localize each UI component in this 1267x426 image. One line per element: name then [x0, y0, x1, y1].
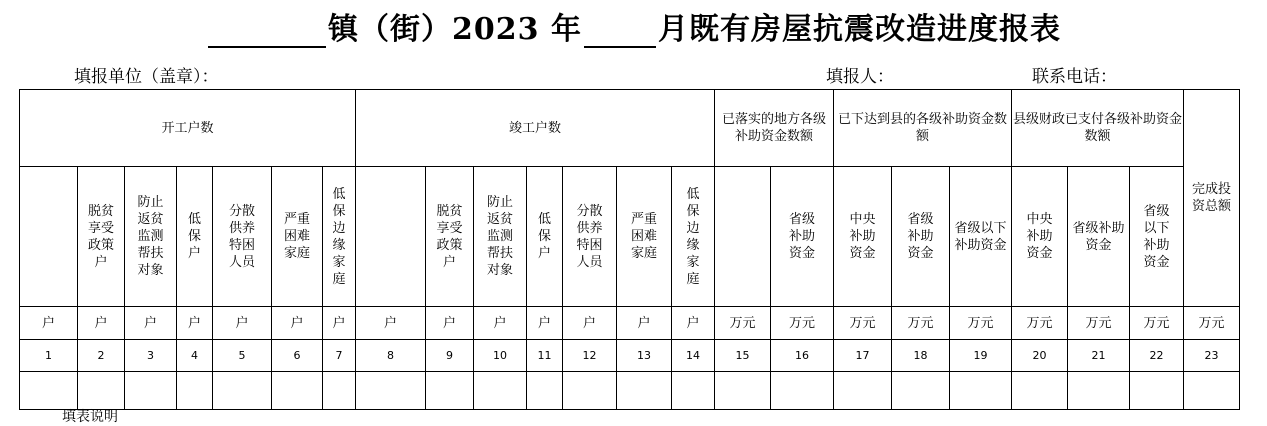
paid-central-header: 中央补助资金	[1012, 167, 1068, 307]
completed-total-header	[356, 167, 426, 307]
report-title	[0, 4, 1267, 48]
data-cell[interactable]	[323, 372, 356, 410]
column-number: 14	[672, 340, 715, 372]
column-number: 5	[213, 340, 272, 372]
group-header-row	[20, 90, 1240, 167]
unit-cell: 户	[125, 307, 177, 340]
data-cell[interactable]	[617, 372, 672, 410]
group-started: 开工户数	[20, 90, 356, 167]
group-local-funds: 已落实的地方各级补助资金数额	[715, 90, 834, 167]
group-total-investment: 完成投资总额	[1184, 90, 1240, 307]
data-cell[interactable]	[1068, 372, 1130, 410]
group-completed: 竣工户数	[356, 90, 715, 167]
data-cell[interactable]	[950, 372, 1012, 410]
sub-header-row	[20, 167, 1240, 307]
group-county-received: 已下达到县的各级补助资金数额	[834, 90, 1012, 167]
column-number: 10	[474, 340, 527, 372]
column-number: 19	[950, 340, 1012, 372]
column-number: 22	[1130, 340, 1184, 372]
started-total-header	[20, 167, 78, 307]
reporter-label: 填报人：	[826, 67, 894, 87]
column-number: 6	[272, 340, 323, 372]
completed-dibao-header: 低保户	[527, 167, 563, 307]
data-cell[interactable]	[771, 372, 834, 410]
received-subprovincial-header: 省级以下补助资金	[950, 167, 1012, 307]
unit-cell: 万元	[715, 307, 771, 340]
unit-cell: 户	[272, 307, 323, 340]
completed-monitoring-header: 防止返贫监测帮扶对象	[474, 167, 527, 307]
received-provincial-header: 省级补助资金	[892, 167, 950, 307]
column-number: 20	[1012, 340, 1068, 372]
completed-hardship-header: 严重困难家庭	[617, 167, 672, 307]
column-number: 21	[1068, 340, 1130, 372]
column-number: 8	[356, 340, 426, 372]
data-cell[interactable]	[672, 372, 715, 410]
column-number: 3	[125, 340, 177, 372]
started-poverty-header: 脱贫享受政策户	[78, 167, 125, 307]
local-funds-blank-header	[715, 167, 771, 307]
title-part-2: 月既有房屋抗震改造进度报表	[657, 12, 1061, 47]
local-funds-provincial-header: 省级补助资金	[771, 167, 834, 307]
unit-row	[20, 307, 1240, 340]
data-cell[interactable]	[1012, 372, 1068, 410]
completed-edge-header: 低保边缘家庭	[672, 167, 715, 307]
phone-label: 联系电话：	[1032, 67, 1117, 87]
reporting-unit-label: 填报单位（盖章）：	[74, 67, 219, 87]
column-number: 11	[527, 340, 563, 372]
unit-cell: 户	[617, 307, 672, 340]
unit-cell: 万元	[950, 307, 1012, 340]
started-hardship-header: 严重困难家庭	[272, 167, 323, 307]
data-cell[interactable]	[177, 372, 213, 410]
data-cell[interactable]	[527, 372, 563, 410]
data-cell[interactable]	[426, 372, 474, 410]
unit-cell: 万元	[892, 307, 950, 340]
unit-cell: 户	[213, 307, 272, 340]
paid-provincial-header: 省级补助资金	[1068, 167, 1130, 307]
column-number: 16	[771, 340, 834, 372]
data-cell[interactable]	[1184, 372, 1240, 410]
unit-cell: 万元	[834, 307, 892, 340]
column-number: 15	[715, 340, 771, 372]
data-cell[interactable]	[834, 372, 892, 410]
data-cell[interactable]	[715, 372, 771, 410]
started-dibao-header: 低保户	[177, 167, 213, 307]
month-blank[interactable]	[584, 20, 656, 48]
column-number: 23	[1184, 340, 1240, 372]
footer-note: 填表说明	[62, 409, 118, 425]
column-number: 1	[20, 340, 78, 372]
unit-cell: 户	[426, 307, 474, 340]
started-monitoring-header: 防止返贫监测帮扶对象	[125, 167, 177, 307]
progress-table	[19, 89, 1240, 410]
unit-cell: 万元	[771, 307, 834, 340]
data-cell[interactable]	[356, 372, 426, 410]
started-tekun-header: 分散供养特困人员	[213, 167, 272, 307]
unit-cell: 万元	[1184, 307, 1240, 340]
data-cell[interactable]	[563, 372, 617, 410]
data-entry-row[interactable]	[20, 372, 1240, 410]
column-number: 2	[78, 340, 125, 372]
column-number: 4	[177, 340, 213, 372]
column-number: 7	[323, 340, 356, 372]
title-part-1: 镇（街）2023 年	[328, 12, 582, 47]
unit-cell: 万元	[1012, 307, 1068, 340]
unit-cell: 户	[323, 307, 356, 340]
data-cell[interactable]	[892, 372, 950, 410]
unit-cell: 万元	[1130, 307, 1184, 340]
data-cell[interactable]	[125, 372, 177, 410]
data-cell[interactable]	[272, 372, 323, 410]
data-cell[interactable]	[474, 372, 527, 410]
started-edge-header: 低保边缘家庭	[323, 167, 356, 307]
unit-cell: 户	[563, 307, 617, 340]
column-number: 9	[426, 340, 474, 372]
group-county-paid: 县级财政已支付各级补助资金数额	[1012, 90, 1184, 167]
unit-cell: 户	[356, 307, 426, 340]
completed-poverty-header: 脱贫享受政策户	[426, 167, 474, 307]
paid-subprovincial-header: 省级以下补助资金	[1130, 167, 1184, 307]
data-cell[interactable]	[1130, 372, 1184, 410]
completed-tekun-header: 分散供养特困人员	[563, 167, 617, 307]
data-cell[interactable]	[20, 372, 78, 410]
unit-cell: 户	[177, 307, 213, 340]
town-blank[interactable]	[208, 20, 326, 48]
unit-cell: 万元	[1068, 307, 1130, 340]
column-number-row	[20, 340, 1240, 372]
column-number: 12	[563, 340, 617, 372]
data-cell[interactable]	[213, 372, 272, 410]
column-number: 13	[617, 340, 672, 372]
received-central-header: 中央补助资金	[834, 167, 892, 307]
unit-cell: 户	[474, 307, 527, 340]
unit-cell: 户	[527, 307, 563, 340]
column-number: 17	[834, 340, 892, 372]
data-cell[interactable]	[78, 372, 125, 410]
unit-cell: 户	[20, 307, 78, 340]
unit-cell: 户	[672, 307, 715, 340]
column-number: 18	[892, 340, 950, 372]
unit-cell: 户	[78, 307, 125, 340]
